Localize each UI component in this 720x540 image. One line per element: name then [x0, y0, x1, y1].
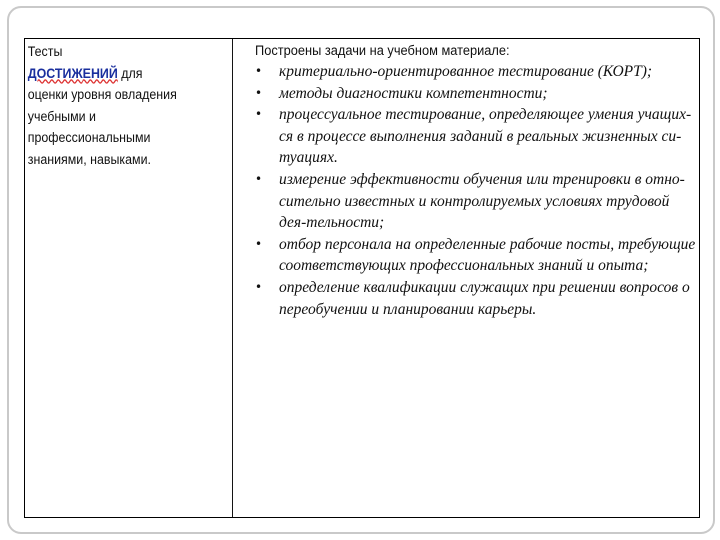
left-cell	[25, 39, 233, 517]
right-heading: Построены задачи на учебном материале:	[255, 43, 510, 58]
bullet-icon: •	[255, 171, 263, 186]
bullet-icon: •	[255, 279, 263, 294]
right-cell	[251, 39, 699, 517]
list-item: • методы диагностики компетентности;	[255, 83, 699, 105]
bullet-icon: •	[255, 236, 263, 251]
after-accent: для	[117, 65, 143, 81]
bullet-icon: •	[255, 85, 263, 100]
accent-word: ДОСТИЖЕНИЙ	[27, 65, 118, 81]
left-line-6: знаниями, навыками.	[27, 151, 151, 167]
list-item: • отбор персонала на определенные рабочие посты, требующие соответствующих профессиональных знаний и опыта;	[255, 235, 696, 275]
left-line-1: Тесты	[27, 44, 63, 59]
bullet-icon: •	[255, 64, 263, 78]
left-line-5: профессиональными	[27, 130, 151, 145]
bullet-icon: •	[255, 107, 263, 122]
list-item: • определение квалификации служащих при решении вопросов о переобучении и планировании карьеры.	[255, 278, 690, 318]
task-list	[255, 61, 699, 320]
left-line-4: учебными и	[27, 108, 96, 124]
list-item: • критериально-ориентированное тестирование (КОРТ);	[255, 61, 699, 83]
content-table	[24, 38, 700, 518]
left-line-3: оценки уровня овладения	[27, 87, 177, 102]
list-item: • измерение эффективности обучения или тренировки в отно-сительно известных и контролируемых условиях трудовой дея-тельности;	[255, 170, 685, 232]
left-line-2	[28, 63, 232, 85]
list-item: • процессуальное тестирование, определяющее умения учащих-ся в процессе выполнения заданий в реальных жизненных си-туациях.	[255, 106, 692, 167]
